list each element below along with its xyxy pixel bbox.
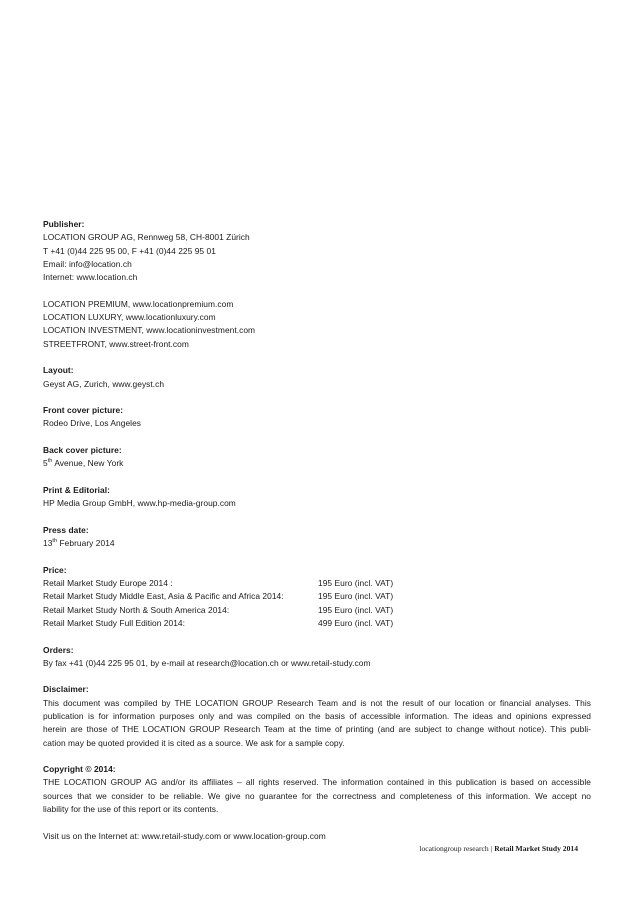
visit-text: Visit us on the Internet at: www.retail-study.com or www.location-group.com (43, 830, 326, 841)
press-date-text (43, 537, 591, 550)
print-section (43, 484, 591, 511)
press-date-section (43, 524, 591, 551)
disclaimer-line: herein are those of THE LOCATION GROUP Research Team at the time of printing (and are subject to change without notice). This publi- (43, 724, 591, 735)
price-label: Retail Market Study Middle East, Asia & Pacific and Africa 2014: (43, 591, 284, 602)
brand-line: STREETFRONT, www.street-front.com (43, 338, 189, 349)
disclaimer-heading: Disclaimer: (43, 684, 89, 695)
disclaimer-line: publication is for information purposes only and was compiled on the basis of accessible information. The ideas and opinions expressed (43, 710, 591, 721)
print-text: HP Media Group GmbH, www.hp-media-group.com (43, 498, 236, 509)
imprint (43, 218, 591, 856)
price-label: Retail Market Study Europe 2014 : (43, 578, 173, 589)
price-value: 195 Euro (incl. VAT) (318, 591, 394, 602)
disclaimer-line: cation may be quoted provided it is cited as a source. We ask for a sample copy. (43, 737, 345, 748)
back-cover-heading: Back cover picture: (43, 445, 122, 456)
price-heading: Price: (43, 564, 67, 575)
publisher-line: T +41 (0)44 225 95 00, F +41 (0)44 225 95 01 (43, 245, 216, 256)
price-value: 195 Euro (incl. VAT) (318, 578, 394, 589)
copyright-heading: Copyright © 2014: (43, 764, 116, 775)
press-date-day: 13 (43, 538, 53, 549)
publisher-line: Email: info@location.ch (43, 258, 132, 269)
press-date-rest: February 2014 (57, 538, 115, 549)
brands-section (43, 298, 591, 351)
footer-separator: | (490, 844, 493, 853)
copyright-line: THE LOCATION GROUP AG and/or its affiliates – all rights reserved. The information contained in this publication is based on accessible (43, 777, 591, 788)
copyright-line: liability for the use of this report or its contents. (43, 804, 219, 815)
page-footer (300, 844, 578, 853)
orders-heading: Orders: (43, 644, 74, 655)
visit-section (43, 830, 591, 843)
back-cover-rest: Avenue, New York (52, 458, 124, 469)
disclaimer-section (43, 683, 591, 749)
back-cover-number: 5 (43, 458, 48, 469)
brand-line: LOCATION INVESTMENT, www.locationinvestment.com (43, 325, 256, 336)
price-row (43, 577, 591, 590)
price-value: 195 Euro (incl. VAT) (318, 604, 394, 615)
press-date-heading: Press date: (43, 524, 89, 535)
back-cover-section (43, 444, 591, 471)
back-cover-text (43, 457, 591, 470)
price-row (43, 617, 591, 630)
publisher-section (43, 218, 591, 284)
orders-text: By fax +41 (0)44 225 95 01, by e-mail at research@location.ch or www.retail-study.com (43, 657, 371, 668)
brand-line: LOCATION PREMIUM, www.locationpremium.com (43, 298, 234, 309)
front-cover-text: Rodeo Drive, Los Angeles (43, 418, 142, 429)
disclaimer-line: This document was compiled by THE LOCATION GROUP Research Team and is not the result of our location or financial analyses. This (43, 697, 591, 708)
front-cover-heading: Front cover picture: (43, 405, 124, 416)
layout-section (43, 364, 591, 391)
copyright-section (43, 763, 591, 816)
copyright-line: sources that we consider to be reliable. We give no guarantee for the correctness and completeness of this information. We accept no (43, 790, 591, 801)
publisher-heading: Publisher: (43, 219, 85, 229)
front-cover-section (43, 404, 591, 431)
price-section (43, 564, 591, 630)
price-label: Retail Market Study North & South America 2014: (43, 604, 230, 615)
price-row (43, 604, 591, 617)
layout-text: Geyst AG, Zurich, www.geyst.ch (43, 378, 165, 389)
publisher-line: LOCATION GROUP AG, Rennweg 58, CH-8001 Zürich (43, 232, 250, 243)
footer-right: Retail Market Study 2014 (494, 844, 578, 853)
brand-line: LOCATION LUXURY, www.locationluxury.com (43, 312, 216, 323)
price-row (43, 590, 591, 603)
price-value: 499 Euro (incl. VAT) (318, 617, 394, 628)
publisher-line: Internet: www.location.ch (43, 272, 138, 283)
back-cover-sup: th (47, 458, 53, 465)
print-heading: Print & Editorial: (43, 484, 110, 495)
footer-left: locationgroup research (419, 844, 489, 853)
orders-section (43, 644, 591, 671)
price-label: Retail Market Study Full Edition 2014: (43, 617, 186, 628)
layout-heading: Layout: (43, 365, 74, 376)
press-date-sup: th (52, 538, 58, 545)
